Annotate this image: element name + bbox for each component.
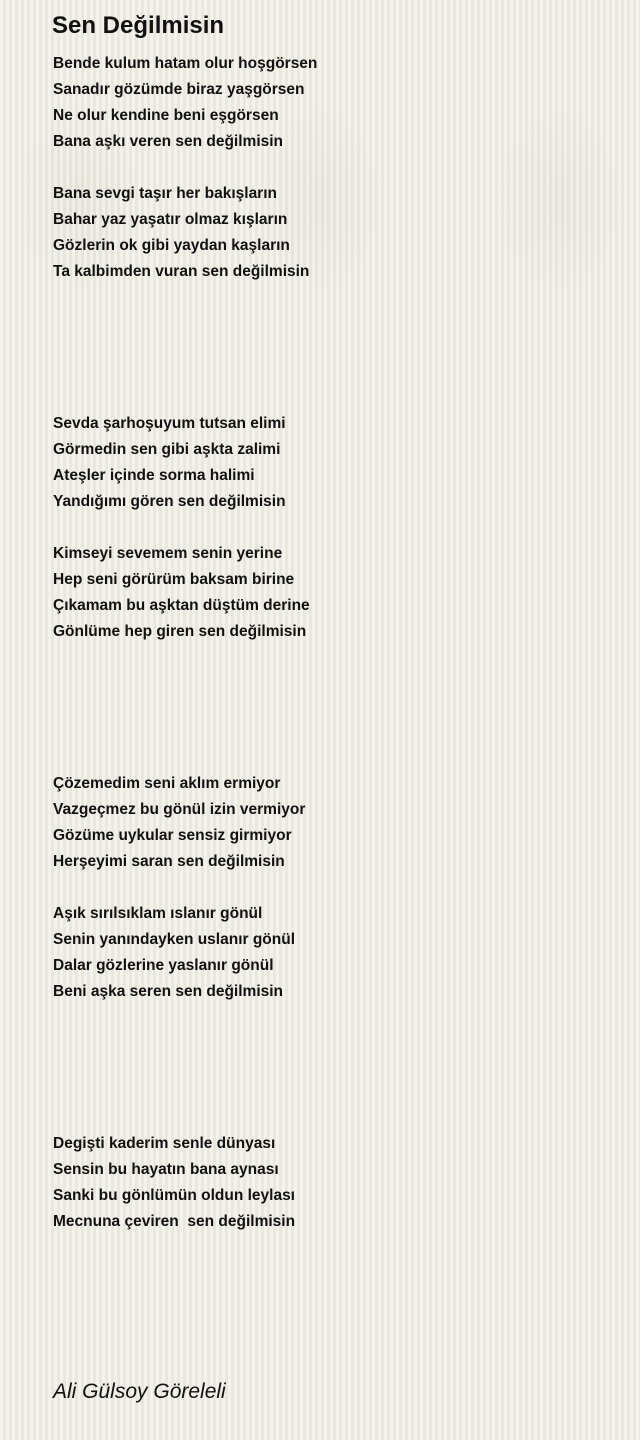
poem-line: Bahar yaz yaşatır olmaz kışların [53,211,288,228]
poem-line: Dalar gözlerine yaslanır gönül [53,957,274,974]
poem-line: Bana aşkı veren sen değilmisin [53,133,284,150]
poem-line: Ateşler içinde sorma halimi [53,467,255,484]
poem-title: Sen Değilmisin [52,12,225,39]
poem-line: Çıkamam bu aşktan düştüm derine [53,597,310,614]
poem-line: Gözüme uykular sensiz girmiyor [53,827,292,844]
poem-line: Vazgeçmez bu gönül izin vermiyor [53,801,306,818]
poem-line: Sanki bu gönlümün oldun leylası [53,1187,295,1204]
poem-line: Aşık sırılsıklam ıslanır gönül [53,905,263,922]
poem-line: Sevda şarhoşuyum tutsan elimi [53,415,286,432]
poem-line: Beni aşka seren sen değilmisin [53,983,284,1000]
poem-line: Degişti kaderim senle dünyası [53,1135,276,1152]
poem-line: Hep seni görürüm baksam birine [53,571,295,588]
poem-line: Bende kulum hatam olur hoşgörsen [53,55,318,72]
poem-line: Sanadır gözümde biraz yaşgörsen [53,81,305,98]
poem-line: Yandığımı gören sen değilmisin [53,493,286,510]
poem-line: Gönlüme hep giren sen değilmisin [53,623,307,640]
poem-line: Bana sevgi taşır her bakışların [53,185,277,202]
poem-author: Ali Gülsoy Göreleli [53,1380,226,1403]
poem-line: Herşeyimi saran sen değilmisin [53,853,285,870]
poem-line: Gözlerin ok gibi yaydan kaşların [53,237,290,254]
poem-line: Kimseyi sevemem senin yerine [53,545,283,562]
poem-line: Ta kalbimden vuran sen değilmisin [53,263,310,280]
poem-line: Görmedin sen gibi aşkta zalimi [53,441,281,458]
poem-line: Mecnuna çeviren sen değilmisin [53,1213,296,1230]
poem-line: Senin yanındayken uslanır gönül [53,931,296,948]
poem-line: Sensin bu hayatın bana aynası [53,1161,279,1178]
poem-line: Çözemedim seni aklım ermiyor [53,775,281,792]
poem-line: Ne olur kendine beni eşgörsen [53,107,279,124]
